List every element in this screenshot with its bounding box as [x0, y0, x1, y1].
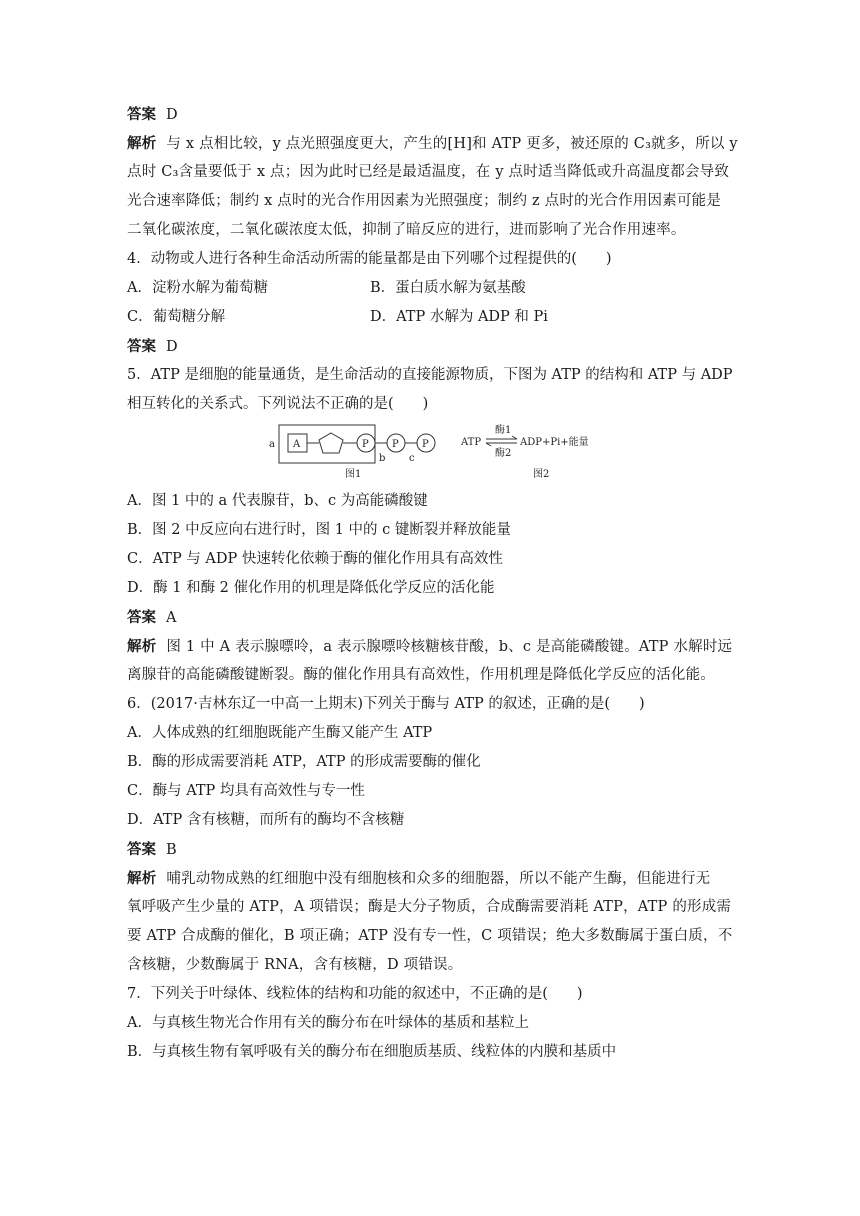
answer-tag: 答案 — [127, 106, 156, 123]
explanation-line — [127, 632, 735, 661]
question-line — [127, 390, 735, 419]
option-row — [127, 303, 735, 332]
explanation-text: 光合速率降低；制约 x 点时的光合作用因素为光照强度；制约 z 点时的光合作用因素可能是 — [127, 193, 722, 209]
explanation-line — [127, 893, 735, 922]
explanation-tag: 解析 — [127, 135, 157, 152]
explanation-line — [127, 951, 735, 980]
question-text: 5．ATP 是细胞的能量通货，是生命活动的直接能源物质，下图为 ATP 的结构和 ATP 与 ADP — [127, 367, 733, 383]
explanation-text: 氧呼吸产生少量的 ATP，A 项错误；酶是大分子物质，合成酶需要消耗 ATP，ATP 的形成需 — [127, 899, 732, 915]
question-line — [127, 806, 735, 835]
question-text: 4．动物或人进行各种生命活动所需的能量都是由下列哪个过程提供的( ) — [127, 251, 612, 267]
question-text: B．图 2 中反应向右进行时，图 1 中的 c 键断裂并释放能量 — [127, 522, 511, 538]
answer-line — [127, 835, 735, 864]
fig2-products: ADP+Pi+能量 — [520, 437, 589, 448]
fig2-caption: 图2 — [533, 469, 550, 480]
fig2-enzyme1: 酶1 — [495, 425, 512, 436]
question-text: B．与真核生物有氧呼吸有关的酶分布在细胞质基质、线粒体的内膜和基质中 — [127, 1044, 617, 1060]
fig1-label-P: P — [422, 439, 429, 450]
explanation-line — [127, 129, 738, 158]
option-item: C．葡萄糖分解 — [127, 309, 226, 325]
question-line — [127, 361, 735, 390]
answer-value: A — [166, 610, 177, 626]
explanation-text: 与 x 点相比较，y 点光照强度更大，产生的[H]和 ATP 更多，被还原的 C₃就多，所以 y — [166, 136, 738, 152]
explanation-line — [127, 216, 735, 245]
answer-value: D — [166, 339, 178, 355]
answer-value: D — [166, 107, 178, 123]
question-line — [127, 245, 735, 274]
explanation-text: 要 ATP 合成酶的催化，B 项正确；ATP 没有专一性，C 项错误；绝大多数酶属于蛋白质，不 — [127, 928, 733, 944]
option-row — [127, 274, 735, 303]
atp-diagram — [267, 421, 607, 481]
option-item: A．淀粉水解为葡萄糖 — [127, 280, 268, 296]
question-line — [127, 690, 735, 719]
answer-line — [127, 332, 735, 361]
question-text: D．ATP 含有核糖，而所有的酶均不含核糖 — [127, 812, 405, 828]
fig2-enzyme2: 酶2 — [495, 448, 512, 459]
fig1-label-a: a — [269, 439, 275, 450]
explanation-text: 离腺苷的高能磷酸键断裂。酶的催化作用具有高效性，作用机理是降低化学反应的活化能。 — [127, 667, 715, 683]
question-text: C．酶与 ATP 均具有高效性与专一性 — [127, 783, 365, 799]
explanation-line — [127, 158, 735, 187]
fig1-label-P: P — [392, 439, 399, 450]
answer-tag: 答案 — [127, 338, 156, 355]
question-line — [127, 1009, 735, 1038]
question-line — [127, 1038, 735, 1067]
explanation-line — [127, 187, 735, 216]
fig1-label-A: A — [293, 439, 301, 450]
question-text: A．与真核生物光合作用有关的酶分布在叶绿体的基质和基粒上 — [127, 1015, 529, 1031]
question-line — [127, 545, 735, 574]
fig2-atp: ATP — [461, 437, 482, 448]
explanation-line — [127, 864, 735, 893]
document-page — [127, 100, 738, 1067]
answer-tag: 答案 — [127, 609, 156, 626]
question-line — [127, 748, 735, 777]
explanation-text: 二氧化碳浓度，二氧化碳浓度太低，抑制了暗反应的进行，进而影响了光合作用速率。 — [127, 222, 686, 238]
question-line — [127, 516, 735, 545]
question-line — [127, 777, 735, 806]
explanation-tag: 解析 — [127, 870, 157, 887]
option-item: D．ATP 水解为 ADP 和 Pi — [370, 309, 548, 325]
explanation-text: 点时 C₃含量要低于 x 点；因为此时已经是最适温度，在 y 点时适当降低或升高温度都会导致 — [127, 164, 730, 180]
fig1-ribose-pentagon — [319, 433, 343, 453]
fig1-label-P: P — [362, 439, 369, 450]
atp-figure — [127, 421, 735, 483]
explanation-text: 哺乳动物成熟的红细胞中没有细胞核和众多的细胞器，所以不能产生酶，但能进行无 — [166, 871, 711, 887]
question-text: 6．(2017·吉林东辽一中高一上期末)下列关于酶与 ATP 的叙述，正确的是( ) — [127, 696, 645, 712]
answer-line — [127, 100, 735, 129]
question-text: C．ATP 与 ADP 快速转化依赖于酶的催化作用具有高效性 — [127, 551, 503, 567]
explanation-line — [127, 922, 735, 951]
question-text: B．酶的形成需要消耗 ATP，ATP 的形成需要酶的催化 — [127, 754, 481, 770]
fig1-label-c: c — [409, 453, 415, 464]
explanation-text: 图 1 中 A 表示腺嘌呤，a 表示腺嘌呤核糖核苷酸，b、c 是高能磷酸键。ATP 水解时远 — [166, 639, 733, 655]
question-line — [127, 980, 735, 1009]
explanation-text: 含核糖，少数酶属于 RNA，含有核糖，D 项错误。 — [127, 957, 463, 973]
question-text: D．酶 1 和酶 2 催化作用的机理是降低化学反应的活化能 — [127, 580, 495, 596]
question-text: 7．下列关于叶绿体、线粒体的结构和功能的叙述中，不正确的是( ) — [127, 986, 583, 1002]
answer-value: B — [166, 842, 177, 858]
explanation-tag: 解析 — [127, 638, 157, 655]
question-line — [127, 719, 735, 748]
answer-tag: 答案 — [127, 841, 156, 858]
question-text: A．人体成熟的红细胞既能产生酶又能产生 ATP — [127, 725, 433, 741]
fig1-caption: 图1 — [345, 469, 362, 480]
fig1-label-b: b — [379, 453, 386, 464]
answer-line — [127, 603, 735, 632]
option-item: B．蛋白质水解为氨基酸 — [370, 280, 526, 296]
question-line — [127, 574, 735, 603]
explanation-line — [127, 661, 735, 690]
question-text: 相互转化的关系式。下列说法不正确的是( ) — [127, 396, 429, 412]
question-line — [127, 487, 735, 516]
question-text: A．图 1 中的 a 代表腺苷，b、c 为高能磷酸键 — [127, 493, 428, 509]
